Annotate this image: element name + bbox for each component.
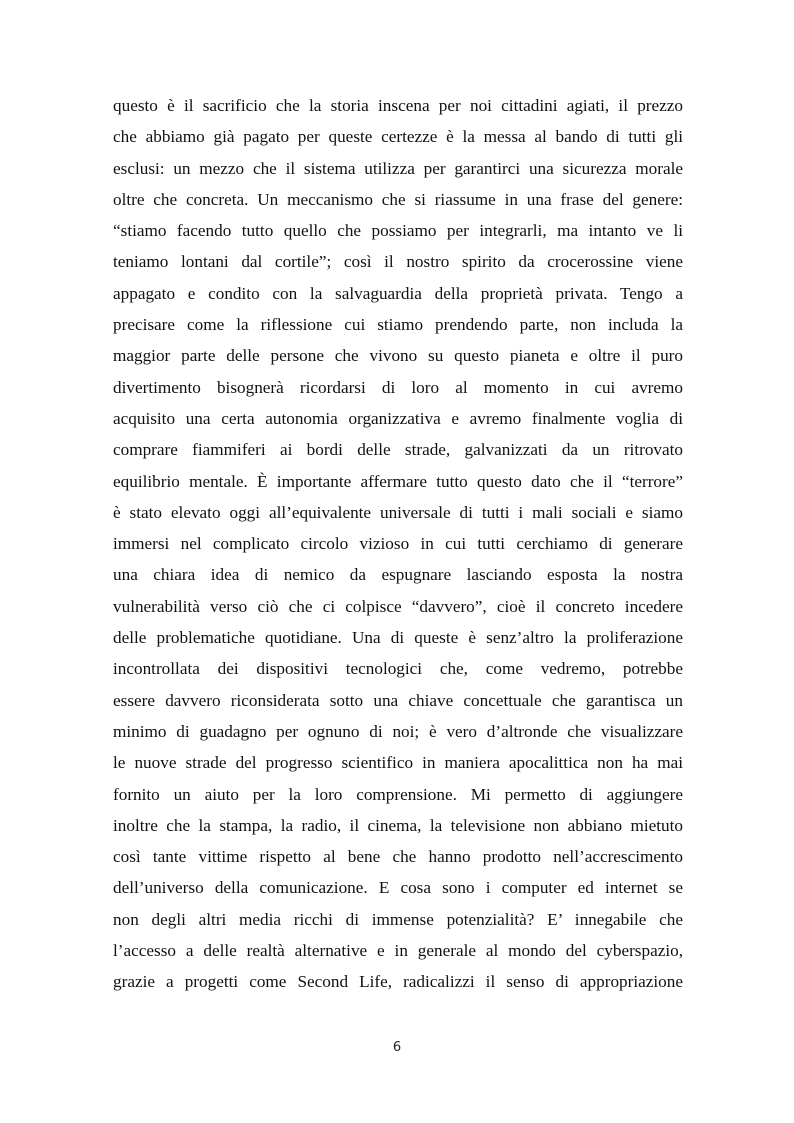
text-line: teniamo lontani dal cortile”; così il nostro spirito da crocerossine viene [113, 252, 683, 272]
text-line: minimo di guadagno per ognuno di noi; è vero d’altronde che visualizzare [113, 721, 683, 741]
text-line: vulnerabilità verso ciò che ci colpisce “davvero”, cioè il concreto incedere [113, 596, 683, 616]
text-line: equilibrio mentale. È importante affermare tutto questo dato che il “terrore” [113, 471, 683, 491]
text-line: non degli altri media ricchi di immense potenzialità? E’ innegabile che [113, 909, 683, 929]
text-line: “stiamo facendo tutto quello che possiamo per integrarli, ma intanto ve li [113, 221, 683, 241]
text-line: delle problematiche quotidiane. Una di queste è senz’altro la proliferazione [113, 628, 683, 648]
text-line: una chiara idea di nemico da espugnare lasciando esposta la nostra [113, 565, 683, 585]
text-line: oltre che concreta. Un meccanismo che si riassume in una frase del genere: [113, 189, 683, 209]
text-line: inoltre che la stampa, la radio, il cinema, la televisione non abbiano mietuto [113, 815, 683, 835]
text-line: divertimento bisognerà ricordarsi di loro al momento in cui avremo [113, 377, 683, 397]
text-line: così tante vittime rispetto al bene che hanno prodotto nell’accrescimento [113, 847, 683, 867]
text-line: l’accesso a delle realtà alternative e in generale al mondo del cyberspazio, [113, 941, 683, 961]
body-text [113, 90, 683, 998]
text-line: acquisito una certa autonomia organizzativa e avremo finalmente voglia di [113, 408, 683, 428]
text-line: comprare fiammiferi ai bordi delle strade, galvanizzati da un ritrovato [113, 440, 683, 460]
page-number: 6 [392, 1040, 402, 1055]
text-line: maggior parte delle persone che vivono su questo pianeta e oltre il puro [113, 346, 683, 366]
text-line: grazie a progetti come Second Life, radicalizzi il senso di appropriazione [113, 972, 683, 992]
text-line: fornito un aiuto per la loro comprensione. Mi permetto di aggiungere [113, 784, 683, 804]
text-line: precisare come la riflessione cui stiamo prendendo parte, non includa la [113, 315, 683, 335]
text-line: è stato elevato oggi all’equivalente universale di tutti i mali sociali e siamo [113, 502, 683, 522]
text-line: dell’universo della comunicazione. E cosa sono i computer ed internet se [113, 878, 683, 898]
text-line: che abbiamo già pagato per queste certezze è la messa al bando di tutti gli [113, 127, 683, 147]
text-line: immersi nel complicato circolo vizioso in cui tutti cerchiamo di generare [113, 534, 683, 554]
text-line: appagato e condito con la salvaguardia della proprietà privata. Tengo a [113, 283, 683, 303]
text-line: le nuove strade del progresso scientifico in maniera apocalittica non ha mai [113, 753, 683, 773]
text-line: questo è il sacrificio che la storia inscena per noi cittadini agiati, il prezzo [113, 96, 683, 115]
text-line: essere davvero riconsiderata sotto una chiave concettuale che garantisca un [113, 690, 683, 710]
text-line: incontrollata dei dispositivi tecnologici che, come vedremo, potrebbe [113, 659, 683, 679]
text-line: esclusi: un mezzo che il sistema utilizza per garantirci una sicurezza morale [113, 158, 683, 178]
